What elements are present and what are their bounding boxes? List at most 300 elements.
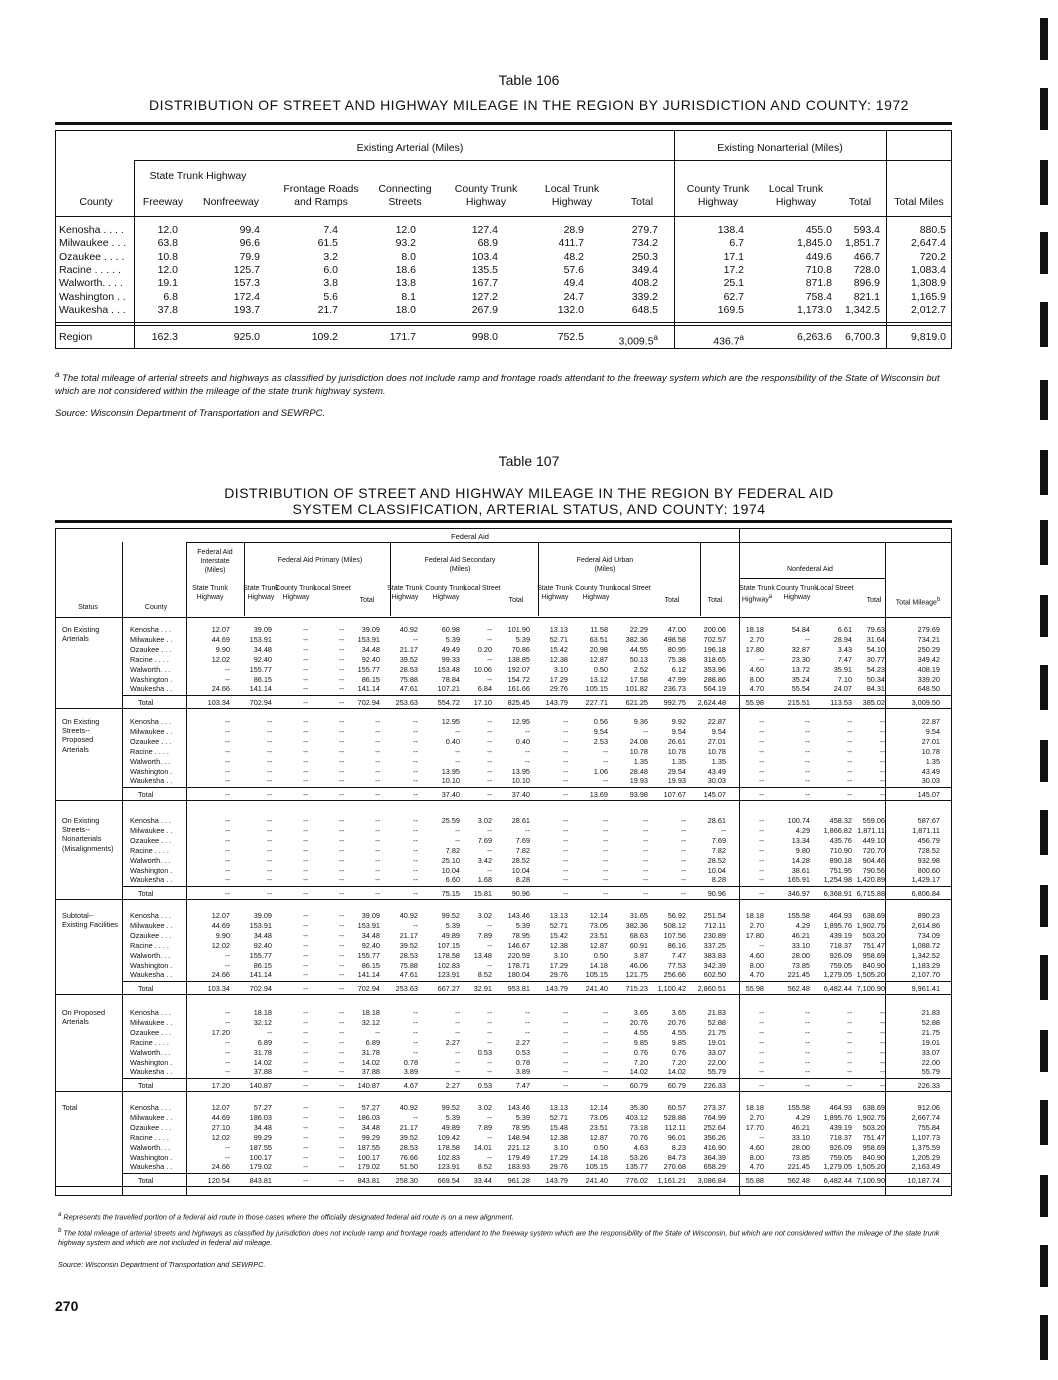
table-cell: 3.02 (477, 1103, 492, 1112)
table-cell: 2,107.70 (911, 970, 940, 980)
table-cell: 12.87 (589, 654, 608, 664)
table-cell: 13.69 (589, 790, 608, 800)
table-cell: -- (375, 889, 380, 899)
margin-mark (1040, 380, 1048, 420)
table-cell: -- (563, 756, 568, 766)
table-cell: -- (880, 746, 885, 756)
table-cell: 8.0 (401, 250, 416, 263)
table-cell: 221.12 (507, 1142, 530, 1152)
table-cell: -- (303, 970, 308, 980)
table-cell: -- (303, 865, 308, 875)
table-cell: 12.14 (589, 911, 608, 920)
table-cell: 449.10 (862, 835, 885, 845)
table-cell: 37.40 (511, 790, 530, 800)
table-107-footnote-a (58, 1208, 514, 1223)
table-cell: 22.00 (921, 1057, 940, 1067)
table-cell: 10.04 (441, 865, 460, 875)
table-cell: 9.80 (795, 845, 810, 855)
margin-mark (1040, 520, 1048, 565)
table-cell: 29.76 (549, 684, 568, 694)
table-cell: -- (303, 889, 308, 899)
region-label: Region (59, 331, 93, 343)
table-cell: 258.30 (395, 1176, 418, 1186)
table-cell: 10.78 (629, 746, 648, 756)
table-cell: 29.76 (549, 1162, 568, 1172)
col-n-local-trunk-2: Highway (775, 196, 817, 208)
table-cell: 60.91 (629, 940, 648, 950)
table-cell: 179.02 (249, 1162, 272, 1172)
table-cell: 12.38 (549, 654, 568, 664)
table-cell: 21.17 (399, 930, 418, 940)
table-cell: 33.10 (791, 940, 810, 950)
table-cell: 734.09 (917, 930, 940, 940)
table-cell: 503.20 (862, 930, 885, 940)
table-cell: 2.27 (445, 1081, 460, 1091)
table-cell: 270.68 (663, 1162, 686, 1172)
table-cell: -- (563, 825, 568, 835)
table-cell: 251.54 (703, 911, 726, 920)
column-header-label: State Trunk Highway (739, 585, 775, 604)
table-cell: -- (563, 889, 568, 899)
county-name: Ozaukee . . . (130, 1122, 172, 1132)
table-cell: 13.48 (473, 950, 492, 960)
table-cell: 79.63 (866, 625, 885, 634)
table-cell: 101.82 (625, 684, 648, 694)
table-cell: -- (805, 1067, 810, 1077)
table-cell: -- (643, 875, 648, 885)
table-cell: -- (339, 920, 344, 930)
table-cell: 127.4 (471, 224, 498, 236)
table-cell: -- (563, 766, 568, 776)
table-cell: -- (805, 1047, 810, 1057)
table-cell: -- (847, 1008, 852, 1017)
table-cell: -- (880, 1047, 885, 1057)
table-cell: 77.53 (667, 960, 686, 970)
table-cell: -- (225, 674, 230, 684)
table-cell: -- (759, 736, 764, 746)
table-cell: 143.79 (545, 984, 568, 994)
table-cell: -- (487, 845, 492, 855)
table-cell: 167.7 (471, 277, 498, 290)
table-cell: 39.52 (399, 654, 418, 664)
table-cell: 169.5 (717, 303, 744, 316)
table-cell: -- (487, 825, 492, 835)
table-cell: -- (375, 726, 380, 736)
table-cell: 33.07 (921, 1047, 940, 1057)
table-cell: 102.83 (437, 1152, 460, 1162)
table-cell: -- (225, 1057, 230, 1067)
table-cell: 4.63 (633, 1142, 648, 1152)
table-cell: 3.65 (671, 1008, 686, 1017)
table-cell: -- (880, 790, 885, 800)
table-cell: 3.10 (553, 1142, 568, 1152)
table-cell (810, 331, 880, 344)
table-cell: 55.98 (745, 984, 764, 994)
table-cell: -- (303, 1057, 308, 1067)
table-cell: -- (487, 1112, 492, 1122)
table-106-title: DISTRIBUTION OF STREET AND HIGHWAY MILEAGE IN THE REGION BY JURISDICTION AND COUNTY: 1972 (149, 97, 909, 113)
table-cell: 43.49 (707, 766, 726, 776)
table-cell: 241.40 (585, 984, 608, 994)
footnote-marker: b (58, 1227, 62, 1234)
table-cell: 0.53 (477, 1047, 492, 1057)
cell-value: 998.0 (471, 331, 498, 343)
table-cell: 57.27 (361, 1103, 380, 1112)
table-cell: 843.81 (249, 1176, 272, 1186)
table-cell: 20.76 (629, 1017, 648, 1027)
table-cell: 1.68 (477, 875, 492, 885)
table-cell: -- (487, 1008, 492, 1017)
cell-value: 925.0 (233, 331, 260, 343)
table-cell: -- (487, 1057, 492, 1067)
table-cell: 62.7 (723, 290, 744, 303)
county-name: Racine . . . . (130, 1037, 169, 1047)
table-cell: -- (563, 717, 568, 726)
table-cell: 13.95 (441, 766, 460, 776)
table-cell: 4.29 (795, 920, 810, 930)
table-cell: 840.90 (862, 960, 885, 970)
table-cell: 1,183.29 (911, 960, 940, 970)
table-cell: 103.34 (207, 984, 230, 994)
table-cell: 13.72 (791, 664, 810, 674)
table-cell: -- (525, 1027, 530, 1037)
table-cell: 107.21 (437, 684, 460, 694)
table-cell: -- (413, 1037, 418, 1047)
table-cell: 120.54 (207, 1176, 230, 1186)
table-cell: 40.92 (399, 911, 418, 920)
table-cell: 6.89 (257, 1037, 272, 1047)
table-cell: 123.91 (437, 1162, 460, 1172)
column-header-label: Total (359, 597, 375, 604)
table-cell: -- (455, 825, 460, 835)
table-cell: 37.8 (157, 303, 178, 316)
table-cell: 648.5 (631, 303, 658, 316)
grid-line (55, 617, 952, 618)
table-cell: -- (375, 875, 380, 885)
table-cell: 1,902.75 (856, 1112, 885, 1122)
table-cell: 143.46 (507, 1103, 530, 1112)
table-cell: -- (847, 756, 852, 766)
table-cell: 559.06 (862, 816, 885, 825)
table-cell: 90.96 (511, 889, 530, 899)
table-cell: -- (303, 1067, 308, 1077)
table-cell: 4.29 (795, 1112, 810, 1122)
col-county-trunk-2: Highway (465, 196, 507, 208)
table-cell: 153.91 (249, 634, 272, 644)
table-cell: 0.76 (671, 1047, 686, 1057)
table-cell: 337.25 (703, 940, 726, 950)
table-cell: 68.63 (629, 930, 648, 940)
table-cell: 226.33 (917, 1081, 940, 1091)
table-cell: -- (339, 776, 344, 786)
table-cell: 9.92 (671, 717, 686, 726)
table-cell: 702.94 (357, 984, 380, 994)
table-cell (190, 331, 260, 344)
table-cell: 1,902.75 (856, 920, 885, 930)
table-cell: -- (603, 756, 608, 766)
county-name: Waukesha . . (130, 684, 173, 694)
table-cell: 48.2 (563, 250, 584, 263)
table-cell: 0.78 (403, 1057, 418, 1067)
table-cell: 7.89 (477, 1122, 492, 1132)
table-cell: -- (759, 845, 764, 855)
table-cell: -- (267, 746, 272, 756)
table-cell: 37.40 (441, 790, 460, 800)
table-cell: -- (303, 664, 308, 674)
table-cell: 100.74 (787, 816, 810, 825)
table-cell: 932.98 (917, 855, 940, 865)
table-cell: -- (303, 845, 308, 855)
table-cell: -- (643, 845, 648, 855)
table-cell: -- (339, 698, 344, 708)
table-cell: -- (759, 1027, 764, 1037)
table-cell: 12.38 (549, 1132, 568, 1142)
table-cell: -- (455, 1017, 460, 1027)
table-cell: 14.02 (629, 1067, 648, 1077)
table-cell: 93.2 (395, 237, 416, 250)
table-cell: 109.42 (437, 1132, 460, 1142)
table-cell: -- (339, 865, 344, 875)
county-name: Walworth. . . (130, 855, 171, 865)
table-cell: 720.70 (862, 845, 885, 855)
table-cell: 135.77 (625, 1162, 648, 1172)
table-cell: 5.39 (515, 634, 530, 644)
table-cell: -- (413, 1112, 418, 1122)
table-cell: 5.39 (445, 920, 460, 930)
table-cell: 13.13 (549, 625, 568, 634)
table-cell: -- (413, 746, 418, 756)
table-cell: 55.79 (921, 1067, 940, 1077)
table-cell: -- (759, 835, 764, 845)
table-cell: 840.90 (862, 1152, 885, 1162)
table-cell: 12.0 (395, 224, 416, 236)
table-cell: -- (563, 1057, 568, 1067)
table-cell: 30.03 (707, 776, 726, 786)
table-cell: 24.66 (211, 684, 230, 694)
table-cell: 2,624.48 (697, 698, 726, 708)
county-name: Walworth. . . (130, 664, 171, 674)
table-cell: 192.07 (507, 664, 530, 674)
table-cell: -- (339, 835, 344, 845)
table-cell: 39.09 (361, 625, 380, 634)
table-cell: -- (805, 746, 810, 756)
county-name: Milwaukee . . (130, 825, 173, 835)
section-status: On Existing Streets-- Nonarterials (Misalignments) (62, 816, 114, 853)
table-cell: 221.45 (787, 970, 810, 980)
table-cell: 638.69 (862, 911, 885, 920)
table-cell: 0.50 (593, 950, 608, 960)
table-cell: -- (339, 845, 344, 855)
table-cell: 121.75 (625, 970, 648, 980)
table-cell: -- (880, 1037, 885, 1047)
county-name: Milwaukee . . (130, 726, 173, 736)
table-cell: 155.77 (357, 950, 380, 960)
table-cell: 1,173.0 (796, 303, 832, 316)
table-cell: 99.29 (361, 1132, 380, 1142)
table-cell: -- (563, 746, 568, 756)
cell-value: 9,819.0 (910, 331, 946, 343)
table-cell: 141.14 (249, 970, 272, 980)
table-cell: -- (413, 875, 418, 885)
table-cell: 9.36 (633, 717, 648, 726)
table-cell: 638.69 (862, 1103, 885, 1112)
column-header-label: County Trunk Highway (776, 585, 818, 601)
table-cell: 2.70 (749, 920, 764, 930)
margin-mark (1040, 885, 1048, 927)
table-cell: 6.12 (671, 664, 686, 674)
table-cell: 90.96 (707, 889, 726, 899)
table-cell: -- (339, 911, 344, 920)
column-header (649, 596, 695, 605)
table-cell: 12.07 (211, 911, 230, 920)
table-cell: -- (487, 746, 492, 756)
table-cell: 364.39 (703, 1152, 726, 1162)
county-name: Ozaukee . . . (130, 835, 172, 845)
table-cell: -- (603, 776, 608, 786)
table-cell: 101.90 (507, 625, 530, 634)
county-name: Ozaukee . . . (130, 1027, 172, 1037)
table-cell: 125.7 (233, 263, 260, 276)
table-cell: -- (339, 1057, 344, 1067)
table-cell: 7.69 (711, 835, 726, 845)
table-cell: -- (681, 865, 686, 875)
table-cell: 4.70 (749, 684, 764, 694)
table-cell: 148.94 (507, 1132, 530, 1142)
table-cell: -- (339, 1122, 344, 1132)
table-cell: -- (643, 726, 648, 736)
table-cell: 5.39 (515, 920, 530, 930)
title-rule (55, 122, 952, 125)
table-cell: 21.7 (317, 303, 338, 316)
table-cell: -- (303, 1017, 308, 1027)
table-cell: 14.18 (589, 960, 608, 970)
table-cell: -- (303, 1142, 308, 1152)
table-cell: 28.52 (511, 855, 530, 865)
table-cell: 751.95 (829, 865, 852, 875)
table-cell: 658.29 (703, 1162, 726, 1172)
table-cell: 1,866.82 (823, 825, 852, 835)
table-cell: -- (413, 920, 418, 930)
table-cell: -- (225, 726, 230, 736)
table-cell: -- (847, 1017, 852, 1027)
table-cell: 34.48 (253, 1122, 272, 1132)
table-cell: -- (413, 1027, 418, 1037)
table-cell: -- (339, 1176, 344, 1186)
table-cell: 75.88 (399, 960, 418, 970)
table-cell: 13.12 (589, 674, 608, 684)
table-cell: 49.49 (441, 644, 460, 654)
total-label: Total (138, 1176, 154, 1186)
table-cell: 6.0 (323, 263, 338, 276)
table-cell: -- (525, 825, 530, 835)
table-cell: 31.78 (361, 1047, 380, 1057)
table-cell: -- (303, 1103, 308, 1112)
column-header (459, 584, 505, 593)
table-cell: -- (303, 920, 308, 930)
col-nonfreeway: Nonfreeway (202, 196, 260, 208)
col-connecting-2: Streets (388, 196, 422, 208)
table-cell: 2,667.74 (911, 1112, 940, 1122)
margin-mark (1040, 18, 1048, 60)
county-name: Milwaukee . . (130, 634, 173, 644)
table-cell: -- (303, 684, 308, 694)
table-cell: 3.8 (323, 277, 338, 290)
column-header-label: County Trunk Highway (425, 585, 467, 601)
cell-value: 3,009.5 (618, 335, 654, 348)
table-cell: 19.1 (157, 277, 178, 290)
table-cell: -- (487, 920, 492, 930)
table-cell: 7,100.90 (856, 1176, 885, 1186)
table-cell: 75.38 (667, 654, 686, 664)
table-cell: 403.12 (625, 1112, 648, 1122)
table-cell: 52.71 (549, 634, 568, 644)
table-cell: -- (413, 736, 418, 746)
table-cell: -- (721, 825, 726, 835)
table-cell: 19.93 (629, 776, 648, 786)
table-cell: 456.79 (917, 835, 940, 845)
table-cell: -- (375, 835, 380, 845)
table-cell: -- (759, 790, 764, 800)
table-cell: 40.92 (399, 1103, 418, 1112)
table-cell: -- (339, 766, 344, 776)
county-name: Waukesha . . (130, 1162, 173, 1172)
table-cell: -- (880, 1008, 885, 1017)
table-cell: -- (225, 889, 230, 899)
table-cell: -- (847, 1067, 852, 1077)
table-cell: 13.13 (549, 1103, 568, 1112)
county-name: Milwaukee . . . (59, 237, 127, 250)
table-cell: -- (339, 726, 344, 736)
table-cell: 759.05 (829, 960, 852, 970)
col-frontage-1: Frontage Roads (283, 183, 359, 195)
table-cell: -- (225, 1017, 230, 1027)
table-cell: 86.15 (361, 960, 380, 970)
table-cell: -- (805, 790, 810, 800)
table-cell: 55.54 (791, 684, 810, 694)
table-cell: 161.66 (507, 684, 530, 694)
table-cell: 3.43 (837, 644, 852, 654)
table-cell: 961.28 (507, 1176, 530, 1186)
table-cell: 200.06 (703, 625, 726, 634)
table-cell: 926.09 (829, 1142, 852, 1152)
table-cell: 17.58 (629, 674, 648, 684)
table-cell: 35.30 (629, 1103, 648, 1112)
table-cell: -- (487, 1017, 492, 1027)
table-cell: 8.52 (477, 970, 492, 980)
table-cell: 153.48 (437, 664, 460, 674)
table-cell: -- (455, 1047, 460, 1057)
table-cell: -- (603, 1017, 608, 1027)
footnote-marker: b (936, 597, 941, 603)
table-cell: 12.87 (589, 1132, 608, 1142)
table-cell: -- (303, 940, 308, 950)
table-cell (876, 331, 946, 344)
table-cell: 1,420.89 (856, 875, 885, 885)
table-cell: -- (759, 746, 764, 756)
county-name: Ozaukee . . . (130, 736, 172, 746)
margin-mark (1040, 740, 1048, 782)
table-cell: -- (303, 984, 308, 994)
column-header-label: Total Mileage (895, 599, 937, 607)
table-cell: 12.02 (211, 940, 230, 950)
table-cell: -- (487, 674, 492, 684)
table-cell: -- (455, 1057, 460, 1067)
table-cell: 13.8 (395, 277, 416, 290)
table-cell: 25.1 (723, 277, 744, 290)
table-cell: 776.02 (625, 1176, 648, 1186)
table-cell: 1.06 (593, 766, 608, 776)
table-cell: -- (759, 766, 764, 776)
